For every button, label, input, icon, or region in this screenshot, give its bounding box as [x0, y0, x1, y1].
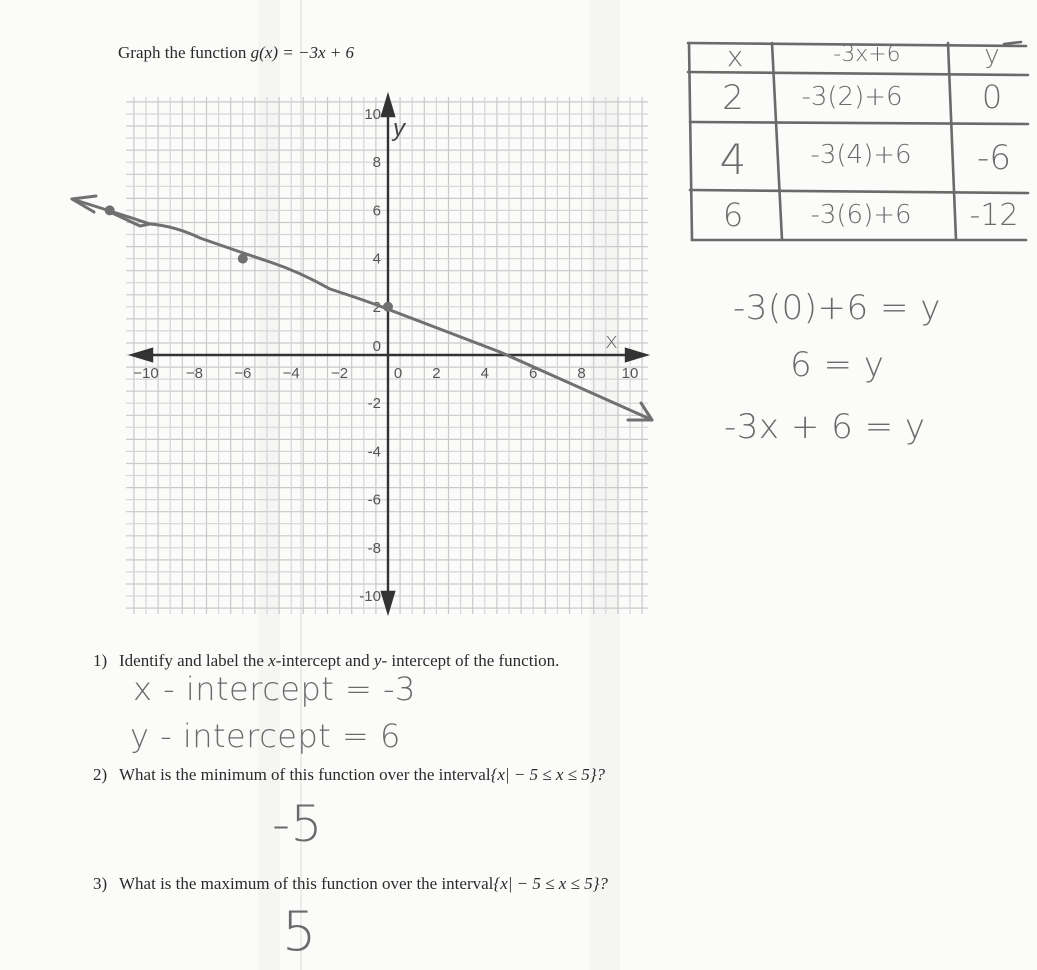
x-tick-label: 2 — [432, 365, 441, 382]
x-tick-label: −4 — [282, 365, 300, 382]
plotted-point — [383, 302, 393, 312]
table-cell-x: 4 — [719, 135, 747, 184]
table-header-x: x — [726, 40, 744, 73]
x-tick-label: −10 — [133, 365, 159, 382]
x-tick-label: −8 — [185, 365, 203, 382]
y-tick-label: 10 — [364, 106, 381, 123]
x-tick-label: 0 — [393, 365, 403, 382]
x-tick-label: 10 — [621, 365, 639, 382]
question-2: 2) What is the minimum of this function over the interval{x| − 5 ≤ x ≤ 5}? — [93, 765, 606, 784]
y-tick-label: 8 — [372, 154, 381, 172]
plotted-point — [105, 205, 115, 215]
scratch-line: -3x + 6 = y — [724, 407, 926, 447]
x-tick-label: 4 — [480, 365, 489, 382]
x-axis-right-arrow-icon — [626, 349, 646, 361]
table-cell-expression: -3(6)+6 — [810, 200, 912, 230]
y-axis-down-arrow-icon — [382, 592, 394, 612]
plotted-point — [238, 254, 248, 264]
y-tick-label: 4 — [372, 250, 381, 268]
prompt-function: g(x) = −3x + 6 — [250, 43, 354, 62]
x-tick-label: 6 — [529, 365, 538, 382]
answer-x-intercept: x - intercept = -3 — [133, 670, 416, 708]
prompt-lead: Graph the function — [118, 43, 251, 62]
coordinate-graph — [0, 0, 700, 640]
x-tick-label: 8 — [577, 365, 586, 382]
table-header-y: y — [984, 40, 1000, 70]
y-tick-label: 6 — [372, 202, 381, 220]
table-cell-x: 6 — [722, 196, 744, 234]
values-table — [686, 40, 1026, 244]
table-cell-expression: -3(4)+6 — [810, 140, 912, 170]
question-number: 3) — [93, 874, 108, 893]
scratch-line: -3(0)+6 = y — [733, 288, 941, 328]
table-header-expression: -3x+6 — [833, 42, 901, 67]
y-tick-label: -6 — [367, 491, 381, 509]
y-tick-label: 2 — [372, 298, 381, 316]
x-axis-label: x — [605, 329, 619, 354]
table-cell-y: 0 — [981, 78, 1003, 116]
y-tick-label: -4 — [367, 443, 381, 461]
table-cell-x: 2 — [722, 78, 744, 118]
table-cell-y: -6 — [977, 138, 1011, 178]
question-3: 3) What is the maximum of this function over the interval{x| − 5 ≤ x ≤ 5}? — [93, 874, 608, 893]
question-number: 2) — [93, 765, 108, 784]
table-cell-expression: -3(2)+6 — [801, 82, 903, 112]
y-tick-label: 0 — [372, 338, 381, 355]
question-1: 1) Identify and label the x-intercept and y- intercept of the function. — [93, 651, 560, 670]
answer-maximum: 5 — [282, 900, 317, 963]
answer-y-intercept: y - intercept = 6 — [130, 717, 401, 755]
x-tick-label: −2 — [331, 365, 349, 382]
pencil-line — [72, 196, 652, 420]
table-cell-y: -12 — [969, 198, 1019, 233]
y-tick-label: -2 — [367, 395, 381, 413]
y-axis-label: y — [393, 115, 405, 142]
x-tick-label: −6 — [234, 365, 252, 382]
y-tick-label: -10 — [359, 588, 381, 605]
scratch-line: 6 = y — [790, 345, 885, 385]
y-axis-up-arrow-icon — [382, 96, 394, 116]
x-axis-left-arrow-icon — [132, 349, 152, 361]
y-tick-label: -8 — [367, 539, 381, 557]
answer-minimum: -5 — [272, 795, 323, 853]
question-number: 1) — [93, 651, 108, 670]
